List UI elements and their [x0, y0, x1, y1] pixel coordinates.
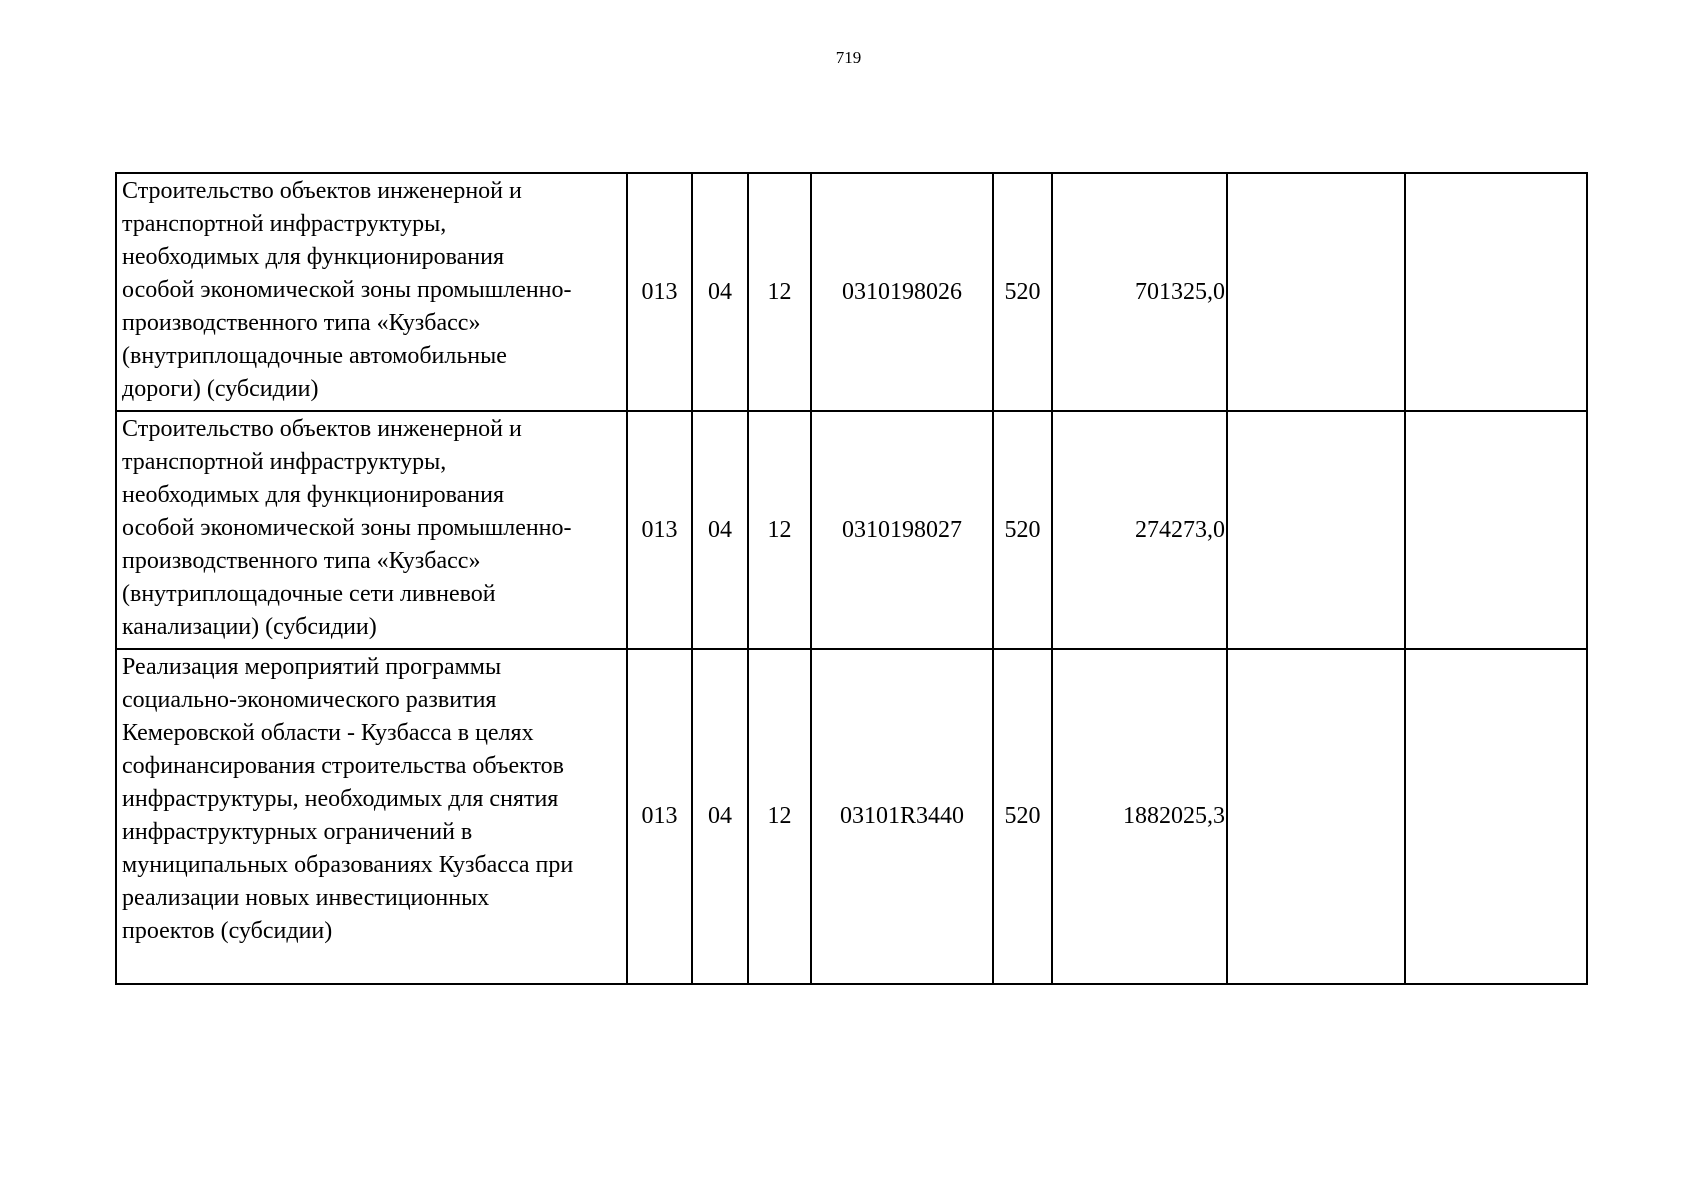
- subsection-code: 12: [748, 173, 811, 411]
- expense-type-code: 520: [993, 649, 1052, 984]
- subsection-code: 12: [748, 649, 811, 984]
- section-code: 04: [692, 411, 748, 649]
- amount-cell-3: [1405, 411, 1587, 649]
- amount-cell: 1882025,3: [1052, 649, 1227, 984]
- amount-cell-3: [1405, 649, 1587, 984]
- amount-cell-2: [1227, 411, 1405, 649]
- row-description: Реализация мероприятий программы социально-экономического развития Кемеровской области - Кузбасса в целях софинансирования строительства объектов инфраструктуры, необходимых для снятия инфраструктурных ограничений в муниципальных образованиях Кузбасса при реализации новых инвестиционных проектов (субсидии): [116, 649, 627, 984]
- ministry-code: 013: [627, 411, 692, 649]
- target-article-code: 0310198027: [811, 411, 993, 649]
- expense-type-code: 520: [993, 173, 1052, 411]
- amount-cell-2: [1227, 649, 1405, 984]
- section-code: 04: [692, 649, 748, 984]
- subsection-code: 12: [748, 411, 811, 649]
- row-description: Строительство объектов инженерной и транспортной инфраструктуры, необходимых для функционирования особой экономической зоны промышленно- производственного типа «Кузбасс» (внутриплощадочные автомобильные дороги) (субсидии): [116, 173, 627, 411]
- amount-cell: 274273,0: [1052, 411, 1227, 649]
- table-row: [116, 173, 1587, 411]
- budget-table: [115, 172, 1588, 985]
- amount-cell: 701325,0: [1052, 173, 1227, 411]
- amount-cell-3: [1405, 173, 1587, 411]
- table-row: [116, 411, 1587, 649]
- section-code: 04: [692, 173, 748, 411]
- page-number: 719: [835, 48, 862, 67]
- amount-cell-2: [1227, 173, 1405, 411]
- target-article-code: 03101R3440: [811, 649, 993, 984]
- expense-type-code: 520: [993, 411, 1052, 649]
- table-row: [116, 649, 1587, 984]
- row-description: Строительство объектов инженерной и транспортной инфраструктуры, необходимых для функционирования особой экономической зоны промышленно- производственного типа «Кузбасс» (внутриплощадочные сети ливневой канализации) (субсидии): [116, 411, 627, 649]
- target-article-code: 0310198026: [811, 173, 993, 411]
- ministry-code: 013: [627, 649, 692, 984]
- ministry-code: 013: [627, 173, 692, 411]
